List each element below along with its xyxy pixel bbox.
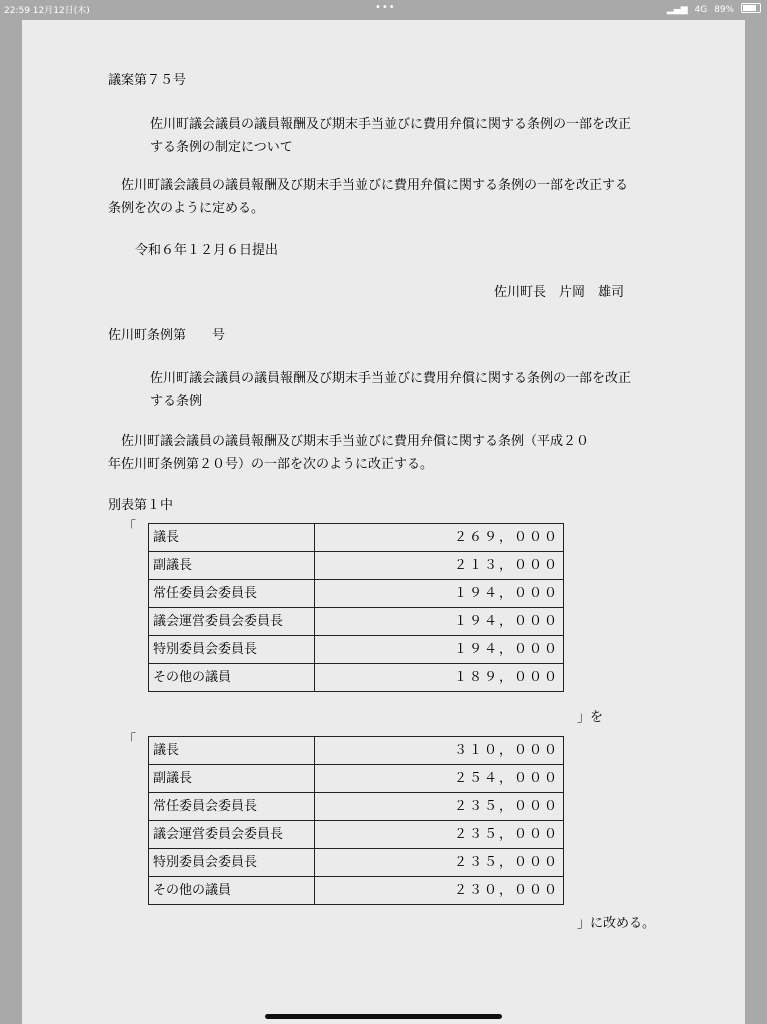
amount-cell: ２３５，０００ xyxy=(315,821,564,849)
table-row xyxy=(149,737,564,765)
table-row xyxy=(149,524,564,552)
amount-cell: ３１０，０００ xyxy=(315,737,564,765)
table-row xyxy=(149,552,564,580)
multitasking-dots-icon[interactable]: ••• xyxy=(375,2,396,13)
amount-cell: ２３５，０００ xyxy=(315,849,564,877)
table-row xyxy=(149,877,564,905)
table-row xyxy=(149,793,564,821)
after-suffix: 」に改める。 xyxy=(577,916,656,931)
position-cell: 議長 xyxy=(149,524,315,552)
home-indicator[interactable] xyxy=(265,1014,502,1019)
amount-cell: ２３５，０００ xyxy=(315,793,564,821)
amount-cell: ２５４，０００ xyxy=(315,765,564,793)
body-line2: 年佐川町条例第２０号）の一部を次のように改正する。 xyxy=(108,457,434,472)
table-row xyxy=(149,821,564,849)
status-time-date: 22:59 12月12日(木) xyxy=(4,6,90,16)
position-cell: その他の議員 xyxy=(149,664,315,692)
bill-number: 議案第７５号 xyxy=(108,73,187,88)
bill-title-line2: する条例の制定について xyxy=(150,140,293,155)
before-suffix: 」を xyxy=(577,710,604,725)
table-row xyxy=(149,636,564,664)
body-line1: 佐川町議会議員の議員報酬及び期末手当並びに費用弁償に関する条例（平成２０ xyxy=(121,434,590,449)
table-row xyxy=(149,765,564,793)
amount-cell: ２１３，０００ xyxy=(315,552,564,580)
network-label: 4G xyxy=(694,5,708,15)
document-page xyxy=(22,20,745,1024)
document-body xyxy=(22,20,745,1024)
amount-cell: １９４，０００ xyxy=(315,608,564,636)
position-cell: 議会運営委員会委員長 xyxy=(149,608,315,636)
amount-cell: ２６９，０００ xyxy=(315,524,564,552)
amount-cell: １８９，０００ xyxy=(315,664,564,692)
position-cell: 常任委員会委員長 xyxy=(149,793,315,821)
submission-date: 令和６年１２月６日提出 xyxy=(135,243,279,258)
amount-cell: １９４，０００ xyxy=(315,636,564,664)
table-row xyxy=(149,664,564,692)
signal-icon: ▂▄▆ xyxy=(666,5,688,15)
intro-line1: 佐川町議会議員の議員報酬及び期末手当並びに費用弁償に関する条例の一部を改正する xyxy=(121,178,629,193)
open-bracket-after: 「 xyxy=(123,733,137,748)
ordinance-title-line1: 佐川町議会議員の議員報酬及び期末手当並びに費用弁償に関する条例の一部を改正 xyxy=(150,371,632,386)
amount-cell: ２３０，０００ xyxy=(315,877,564,905)
ordinance-number: 佐川町条例第 号 xyxy=(108,328,226,343)
position-cell: 議長 xyxy=(149,737,315,765)
bill-title-line1: 佐川町議会議員の議員報酬及び期末手当並びに費用弁償に関する条例の一部を改正 xyxy=(150,117,632,132)
remuneration-table-after xyxy=(148,736,564,905)
position-cell: 特別委員会委員長 xyxy=(149,636,315,664)
intro-line2: 条例を次のように定める。 xyxy=(108,201,265,216)
ordinance-title-line2: する条例 xyxy=(150,394,203,409)
table-row xyxy=(149,849,564,877)
battery-percent: 89% xyxy=(714,5,735,15)
battery-icon xyxy=(741,3,761,13)
position-cell: 副議長 xyxy=(149,552,315,580)
table-row xyxy=(149,580,564,608)
status-bar xyxy=(0,0,767,20)
remuneration-table-before xyxy=(148,523,564,692)
position-cell: 特別委員会委員長 xyxy=(149,849,315,877)
position-cell: 常任委員会委員長 xyxy=(149,580,315,608)
position-cell: 議会運営委員会委員長 xyxy=(149,821,315,849)
table-row xyxy=(149,608,564,636)
status-right xyxy=(663,3,761,15)
open-bracket-before: 「 xyxy=(123,520,137,535)
appendix-label: 別表第１中 xyxy=(108,498,174,513)
position-cell: 副議長 xyxy=(149,765,315,793)
amount-cell: １９４，０００ xyxy=(315,580,564,608)
position-cell: その他の議員 xyxy=(149,877,315,905)
submitter: 佐川町長 片岡 雄司 xyxy=(494,285,625,300)
